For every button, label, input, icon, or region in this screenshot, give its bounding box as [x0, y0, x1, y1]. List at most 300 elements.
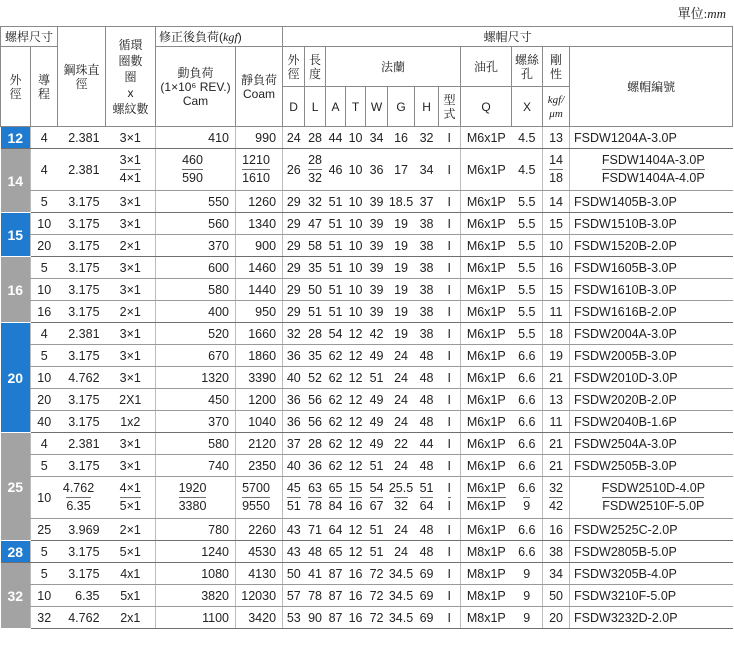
G-cell: 19: [388, 301, 415, 323]
model-cell: FSDW3232D-2.0P: [570, 607, 733, 629]
T-cell: 10: [346, 301, 366, 323]
screw-od-group-label: 20: [1, 323, 31, 433]
table-row: [1, 149, 733, 191]
header-dynamic-load: 動負荷 (1×10⁶ REV.) Cam: [156, 47, 236, 127]
type-cell: I: [439, 541, 461, 563]
T-cell: 16: [346, 585, 366, 607]
ball-dia-cell: 3.175: [58, 411, 106, 433]
H-cell: 48: [415, 389, 439, 411]
Q-cell: M6x1P: [461, 367, 512, 389]
L-cell: 51: [305, 301, 326, 323]
table-row: [1, 367, 733, 389]
lead-cell: 5: [31, 191, 58, 213]
screw-od-group-label: 12: [1, 127, 31, 149]
A-cell: 51: [326, 257, 346, 279]
D-cell: 29: [283, 235, 305, 257]
A-cell: 65 84: [326, 477, 346, 519]
type-cell: I: [439, 235, 461, 257]
stiffness-cell: 21: [543, 433, 570, 455]
lead-cell: 40: [31, 411, 58, 433]
table-row: [1, 477, 733, 519]
dynamic-load-cell: 370: [156, 411, 236, 433]
H-cell: 32: [415, 127, 439, 149]
ball-dia-cell: 3.175: [58, 279, 106, 301]
D-cell: 57: [283, 585, 305, 607]
header-static-load: 靜負荷 Coam: [236, 47, 283, 127]
ball-dia-cell: 3.175: [58, 541, 106, 563]
X-cell: 6.6: [512, 367, 543, 389]
lead-cell: 4: [31, 323, 58, 345]
Q-cell: M6x1P: [461, 213, 512, 235]
Q-cell: M6x1P: [461, 411, 512, 433]
W-cell: 51: [366, 541, 388, 563]
header-G: G: [388, 87, 415, 127]
type-cell: I: [439, 455, 461, 477]
circuits-cell: 2×1: [106, 301, 156, 323]
W-cell: 39: [366, 235, 388, 257]
static-load-cell: 12030: [236, 585, 283, 607]
table-row: [1, 563, 733, 585]
lead-cell: 32: [31, 607, 58, 629]
stiffness-cell: 11: [543, 301, 570, 323]
ball-dia-cell: 3.969: [58, 519, 106, 541]
circuits-cell: 3×1: [106, 323, 156, 345]
type-cell: I: [439, 607, 461, 629]
dynamic-load-cell: 1240: [156, 541, 236, 563]
L-cell: 36: [305, 455, 326, 477]
W-cell: 39: [366, 257, 388, 279]
X-cell: 5.5: [512, 323, 543, 345]
T-cell: 12: [346, 389, 366, 411]
Q-cell: M6x1P M6x1P: [461, 477, 512, 519]
stiffness-cell: 18: [543, 323, 570, 345]
header-H: H: [415, 87, 439, 127]
dynamic-load-cell: 580: [156, 433, 236, 455]
Q-cell: M6x1P: [461, 235, 512, 257]
Q-cell: M6x1P: [461, 455, 512, 477]
type-cell: I: [439, 257, 461, 279]
table-row: [1, 585, 733, 607]
lead-cell: 4: [31, 433, 58, 455]
ball-screw-spec-table: [0, 26, 733, 629]
H-cell: 69: [415, 607, 439, 629]
type-cell: I: [439, 367, 461, 389]
D-cell: 24: [283, 127, 305, 149]
table-row: [1, 235, 733, 257]
model-cell: FSDW1204A-3.0P: [570, 127, 733, 149]
type-cell: I: [439, 127, 461, 149]
static-load-cell: 2260: [236, 519, 283, 541]
lead-cell: 4: [31, 127, 58, 149]
D-cell: 40: [283, 367, 305, 389]
X-cell: 4.5: [512, 127, 543, 149]
model-cell: FSDW2505B-3.0P: [570, 455, 733, 477]
H-cell: 48: [415, 455, 439, 477]
T-cell: 12: [346, 519, 366, 541]
G-cell: 24: [388, 345, 415, 367]
static-load-cell: 2120: [236, 433, 283, 455]
D-cell: 29: [283, 257, 305, 279]
static-load-cell: 4530: [236, 541, 283, 563]
type-cell: I: [439, 345, 461, 367]
D-cell: 43: [283, 519, 305, 541]
ball-dia-cell: 4.762: [58, 367, 106, 389]
circuits-cell: 3×1: [106, 213, 156, 235]
lead-cell: 5: [31, 345, 58, 367]
D-cell: 29: [283, 213, 305, 235]
Q-cell: M6x1P: [461, 345, 512, 367]
L-cell: 71: [305, 519, 326, 541]
dynamic-load-cell: 670: [156, 345, 236, 367]
T-cell: 10: [346, 257, 366, 279]
H-cell: 38: [415, 257, 439, 279]
type-cell: I: [439, 149, 461, 191]
circuits-cell: 2x1: [106, 607, 156, 629]
X-cell: 9: [512, 563, 543, 585]
type-cell: I: [439, 563, 461, 585]
static-load-cell: 5700 9550: [236, 477, 283, 519]
circuits-cell: 5x1: [106, 585, 156, 607]
ball-dia-cell: 6.35: [58, 585, 106, 607]
X-cell: 6.6: [512, 389, 543, 411]
circuits-cell: 2×1: [106, 519, 156, 541]
A-cell: 62: [326, 411, 346, 433]
lead-cell: 16: [31, 301, 58, 323]
G-cell: 19: [388, 235, 415, 257]
G-cell: 17: [388, 149, 415, 191]
A-cell: 44: [326, 127, 346, 149]
header-type: 型 式: [439, 87, 461, 127]
model-cell: FSDW2504A-3.0P: [570, 433, 733, 455]
T-cell: 12: [346, 411, 366, 433]
circuits-cell: 3×1: [106, 127, 156, 149]
ball-dia-cell: 2.381: [58, 433, 106, 455]
type-cell: I: [439, 323, 461, 345]
table-row: [1, 389, 733, 411]
W-cell: 54 67: [366, 477, 388, 519]
A-cell: 51: [326, 301, 346, 323]
lead-cell: 10: [31, 477, 58, 519]
model-cell: FSDW1605B-3.0P: [570, 257, 733, 279]
table-row: [1, 323, 733, 345]
L-cell: 56: [305, 389, 326, 411]
stiffness-cell: 15: [543, 279, 570, 301]
screw-od-group-label: 25: [1, 433, 31, 541]
G-cell: 24: [388, 455, 415, 477]
stiffness-cell: 50: [543, 585, 570, 607]
dynamic-load-cell: 1100: [156, 607, 236, 629]
ball-dia-cell: 3.175: [58, 191, 106, 213]
G-cell: 34.5: [388, 563, 415, 585]
W-cell: 51: [366, 455, 388, 477]
X-cell: 4.5: [512, 149, 543, 191]
circuits-cell: 3×1 4×1: [106, 149, 156, 191]
W-cell: 39: [366, 279, 388, 301]
table-row: [1, 127, 733, 149]
H-cell: 69: [415, 563, 439, 585]
L-cell: 41: [305, 563, 326, 585]
lead-cell: 10: [31, 279, 58, 301]
Q-cell: M8x1P: [461, 563, 512, 585]
L-cell: 35: [305, 345, 326, 367]
table-row: [1, 455, 733, 477]
X-cell: 6.6 9: [512, 477, 543, 519]
lead-cell: 20: [31, 389, 58, 411]
header-W: W: [366, 87, 388, 127]
X-cell: 5.5: [512, 213, 543, 235]
header-stiffness-unit: kgf/ μm: [543, 87, 570, 127]
dynamic-load-cell: 550: [156, 191, 236, 213]
D-cell: 36: [283, 411, 305, 433]
ball-dia-cell: 4.762 6.35: [58, 477, 106, 519]
header-L: L: [305, 87, 326, 127]
W-cell: 49: [366, 389, 388, 411]
D-cell: 45 51: [283, 477, 305, 519]
circuits-cell: 3×1: [106, 345, 156, 367]
W-cell: 39: [366, 213, 388, 235]
header-bolt-hole: 螺絲 孔: [512, 47, 543, 87]
W-cell: 51: [366, 367, 388, 389]
W-cell: 72: [366, 563, 388, 585]
A-cell: 62: [326, 367, 346, 389]
dynamic-load-cell: 410: [156, 127, 236, 149]
model-cell: FSDW1405B-3.0P: [570, 191, 733, 213]
X-cell: 5.5: [512, 257, 543, 279]
L-cell: 35: [305, 257, 326, 279]
circuits-cell: 3×1: [106, 191, 156, 213]
L-cell: 63 78: [305, 477, 326, 519]
lead-cell: 5: [31, 563, 58, 585]
Q-cell: M8x1P: [461, 585, 512, 607]
T-cell: 10: [346, 213, 366, 235]
W-cell: 34: [366, 127, 388, 149]
X-cell: 6.6: [512, 433, 543, 455]
static-load-cell: 1340: [236, 213, 283, 235]
lead-cell: 10: [31, 367, 58, 389]
lead-cell: 4: [31, 149, 58, 191]
Q-cell: M6x1P: [461, 149, 512, 191]
H-cell: 51 64: [415, 477, 439, 519]
static-load-cell: 1260: [236, 191, 283, 213]
X-cell: 6.6: [512, 519, 543, 541]
static-load-cell: 3390: [236, 367, 283, 389]
T-cell: 10: [346, 127, 366, 149]
header-od: 外 徑: [1, 47, 31, 127]
table-row: [1, 257, 733, 279]
X-cell: 6.6: [512, 345, 543, 367]
Q-cell: M6x1P: [461, 433, 512, 455]
header-ball-diameter: 鋼珠直徑: [58, 27, 106, 127]
Q-cell: M8x1P: [461, 541, 512, 563]
H-cell: 48: [415, 541, 439, 563]
stiffness-cell: 14: [543, 191, 570, 213]
ball-dia-cell: 3.175: [58, 563, 106, 585]
G-cell: 19: [388, 257, 415, 279]
H-cell: 48: [415, 345, 439, 367]
H-cell: 38: [415, 323, 439, 345]
static-load-cell: 2350: [236, 455, 283, 477]
A-cell: 62: [326, 433, 346, 455]
stiffness-cell: 16: [543, 257, 570, 279]
T-cell: 12: [346, 367, 366, 389]
dynamic-load-cell: 1080: [156, 563, 236, 585]
stiffness-cell: 15: [543, 213, 570, 235]
T-cell: 16: [346, 563, 366, 585]
ball-dia-cell: 2.381: [58, 149, 106, 191]
X-cell: 9: [512, 607, 543, 629]
Q-cell: M6x1P: [461, 127, 512, 149]
type-cell: I: [439, 411, 461, 433]
stiffness-cell: 20: [543, 607, 570, 629]
D-cell: 32: [283, 323, 305, 345]
G-cell: 24: [388, 519, 415, 541]
lead-cell: 5: [31, 257, 58, 279]
G-cell: 19: [388, 213, 415, 235]
header-flange: 法蘭: [326, 47, 461, 87]
D-cell: 29: [283, 191, 305, 213]
Q-cell: M6x1P: [461, 257, 512, 279]
H-cell: 48: [415, 519, 439, 541]
ball-dia-cell: 2.381: [58, 127, 106, 149]
lead-cell: 10: [31, 213, 58, 235]
dynamic-load-cell: 520: [156, 323, 236, 345]
D-cell: 43: [283, 541, 305, 563]
model-cell: FSDW1616B-2.0P: [570, 301, 733, 323]
A-cell: 62: [326, 345, 346, 367]
stiffness-cell: 10: [543, 235, 570, 257]
L-cell: 78: [305, 585, 326, 607]
dynamic-load-cell: 600: [156, 257, 236, 279]
header-lead: 導 程: [31, 47, 58, 127]
A-cell: 65: [326, 541, 346, 563]
circuits-cell: 1x2: [106, 411, 156, 433]
H-cell: 38: [415, 235, 439, 257]
D-cell: 37: [283, 433, 305, 455]
header-load: 修正後負荷(kgf): [156, 27, 283, 47]
circuits-cell: 3×1: [106, 279, 156, 301]
header-circuits: 循環 圈數 圈 x 螺紋數: [106, 27, 156, 127]
model-cell: FSDW1520B-2.0P: [570, 235, 733, 257]
type-cell: I: [439, 191, 461, 213]
header-length: 長 度: [305, 47, 326, 87]
static-load-cell: 4130: [236, 563, 283, 585]
W-cell: 51: [366, 519, 388, 541]
dynamic-load-cell: 460 590: [156, 149, 236, 191]
lead-cell: 5: [31, 541, 58, 563]
model-cell: FSDW1610B-3.0P: [570, 279, 733, 301]
L-cell: 28: [305, 127, 326, 149]
lead-cell: 5: [31, 455, 58, 477]
stiffness-cell: 21: [543, 367, 570, 389]
X-cell: 5.5: [512, 279, 543, 301]
table-row: [1, 411, 733, 433]
A-cell: 64: [326, 519, 346, 541]
stiffness-cell: 14 18: [543, 149, 570, 191]
header-nut-size: 螺帽尺寸: [283, 27, 733, 47]
static-load-cell: 1040: [236, 411, 283, 433]
circuits-cell: 2X1: [106, 389, 156, 411]
G-cell: 34.5: [388, 607, 415, 629]
model-cell: FSDW1404A-3.0P FSDW1404A-4.0P: [570, 149, 733, 191]
static-load-cell: 900: [236, 235, 283, 257]
stiffness-cell: 19: [543, 345, 570, 367]
model-cell: FSDW2010D-3.0P: [570, 367, 733, 389]
A-cell: 51: [326, 235, 346, 257]
A-cell: 87: [326, 607, 346, 629]
L-cell: 32: [305, 191, 326, 213]
X-cell: 9: [512, 585, 543, 607]
unit-label: 單位:mm: [677, 6, 726, 21]
L-cell: 52: [305, 367, 326, 389]
static-load-cell: 1460: [236, 257, 283, 279]
ball-dia-cell: 3.175: [58, 213, 106, 235]
model-cell: FSDW1510B-3.0P: [570, 213, 733, 235]
G-cell: 19: [388, 279, 415, 301]
X-cell: 6.6: [512, 455, 543, 477]
H-cell: 38: [415, 301, 439, 323]
header-model: 螺帽編號: [570, 47, 733, 127]
G-cell: 19: [388, 323, 415, 345]
L-cell: 50: [305, 279, 326, 301]
screw-od-group-label: 32: [1, 563, 31, 629]
W-cell: 42: [366, 323, 388, 345]
G-cell: 34.5: [388, 585, 415, 607]
stiffness-cell: 16: [543, 519, 570, 541]
table-row: [1, 541, 733, 563]
G-cell: 24: [388, 541, 415, 563]
ball-dia-cell: 4.762: [58, 607, 106, 629]
table-row: [1, 301, 733, 323]
W-cell: 49: [366, 411, 388, 433]
X-cell: 5.5: [512, 235, 543, 257]
G-cell: 24: [388, 411, 415, 433]
W-cell: 72: [366, 607, 388, 629]
dynamic-load-cell: 370: [156, 235, 236, 257]
model-cell: FSDW2005B-3.0P: [570, 345, 733, 367]
circuits-cell: 3×1: [106, 455, 156, 477]
A-cell: 54: [326, 323, 346, 345]
stiffness-cell: 13: [543, 389, 570, 411]
G-cell: 24: [388, 367, 415, 389]
dynamic-load-cell: 3820: [156, 585, 236, 607]
ball-dia-cell: 3.175: [58, 235, 106, 257]
header-X: X: [512, 87, 543, 127]
D-cell: 29: [283, 279, 305, 301]
lead-cell: 20: [31, 235, 58, 257]
ball-dia-cell: 3.175: [58, 389, 106, 411]
Q-cell: M6x1P: [461, 519, 512, 541]
header-screw-size: 螺桿尺寸: [1, 27, 58, 47]
H-cell: 44: [415, 433, 439, 455]
screw-od-group-label: 14: [1, 149, 31, 213]
stiffness-cell: 11: [543, 411, 570, 433]
dynamic-load-cell: 740: [156, 455, 236, 477]
W-cell: 49: [366, 433, 388, 455]
circuits-cell: 3×1: [106, 367, 156, 389]
static-load-cell: 1660: [236, 323, 283, 345]
table-body: [1, 127, 733, 629]
Q-cell: M6x1P: [461, 301, 512, 323]
dynamic-load-cell: 560: [156, 213, 236, 235]
stiffness-cell: 38: [543, 541, 570, 563]
dynamic-load-cell: 580: [156, 279, 236, 301]
type-cell: I: [439, 279, 461, 301]
ball-dia-cell: 3.175: [58, 257, 106, 279]
type-cell: I: [439, 585, 461, 607]
W-cell: 39: [366, 191, 388, 213]
circuits-cell: 3×1: [106, 257, 156, 279]
static-load-cell: 1210 1610: [236, 149, 283, 191]
